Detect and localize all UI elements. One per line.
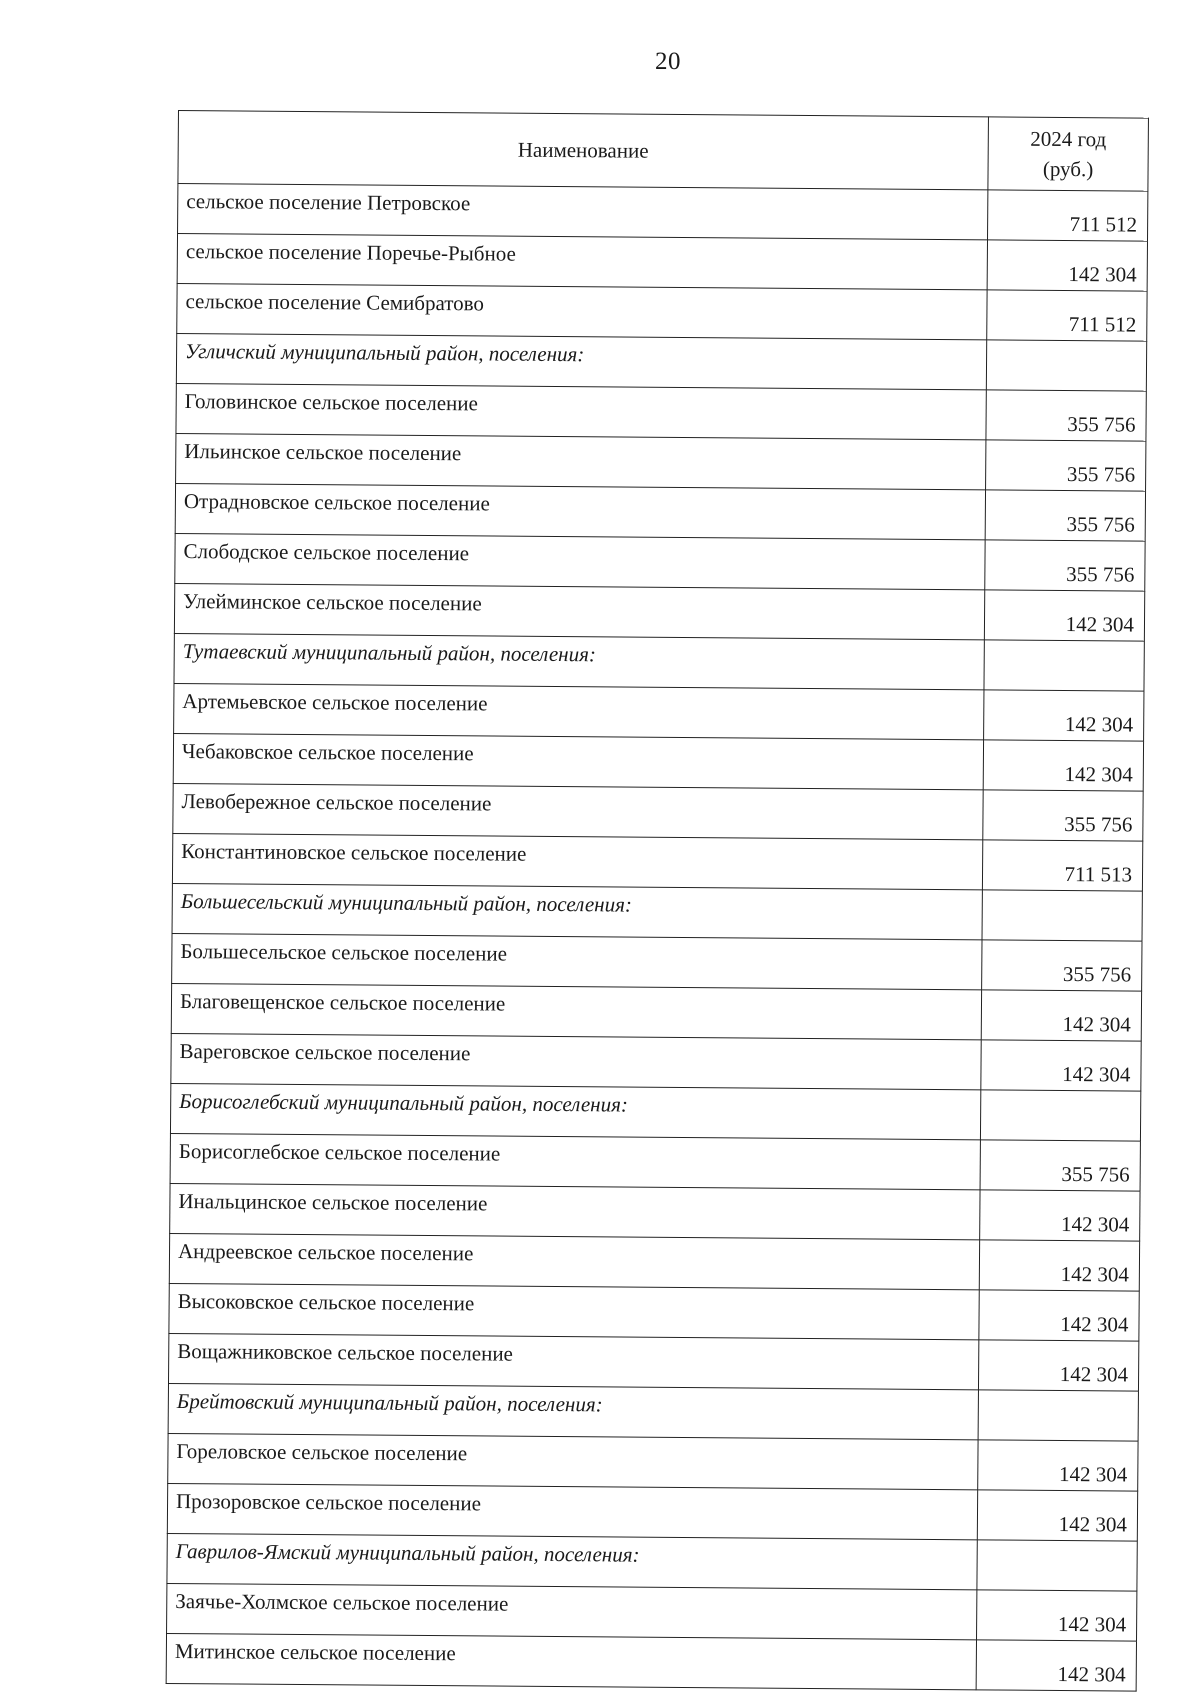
table-row <box>175 533 1145 591</box>
amount-cell: 355 756 <box>985 540 1145 591</box>
settlement-name-cell: Константиновское сельское поселение <box>172 833 982 889</box>
amount-cell: 711 512 <box>988 190 1148 241</box>
amount-cell <box>982 890 1142 941</box>
header-name: Наименование <box>178 111 989 190</box>
settlement-name-cell: Заячье-Холмское сельское поселение <box>167 1583 977 1639</box>
amount-cell: 355 756 <box>986 390 1146 441</box>
settlement-name-cell: Андреевское сельское поселение <box>169 1233 979 1289</box>
settlement-name-cell: Гореловское сельское поселение <box>168 1433 978 1489</box>
district-name-cell: Тутаевский муниципальный район, поселения: <box>174 633 984 689</box>
district-row <box>172 883 1142 941</box>
table-body <box>166 184 1148 1692</box>
district-name-cell: Брейтовский муниципальный район, поселения: <box>168 1383 978 1439</box>
amount-cell: 711 513 <box>982 840 1142 891</box>
amount-cell: 355 756 <box>985 490 1145 541</box>
amount-cell: 355 756 <box>982 940 1142 991</box>
amount-cell: 142 304 <box>981 1040 1141 1091</box>
amount-cell: 142 304 <box>984 690 1144 741</box>
table-row <box>176 433 1146 491</box>
table-row <box>177 283 1147 341</box>
amount-cell: 355 756 <box>986 440 1146 491</box>
settlement-name-cell: Инальцинское сельское поселение <box>170 1183 980 1239</box>
amount-cell: 142 304 <box>983 740 1143 791</box>
district-row <box>170 1083 1140 1141</box>
settlement-name-cell: Митинское сельское поселение <box>166 1633 976 1689</box>
amount-cell: 142 304 <box>984 590 1144 641</box>
amount-cell <box>978 1390 1138 1441</box>
table-row <box>167 1483 1137 1541</box>
page-number: 20 <box>655 48 681 75</box>
amount-cell <box>986 340 1146 391</box>
amount-cell: 142 304 <box>979 1290 1139 1341</box>
district-row <box>167 1533 1137 1591</box>
table-row <box>173 783 1143 841</box>
table-row <box>174 583 1144 641</box>
amount-cell: 142 304 <box>978 1440 1138 1491</box>
amount-cell: 142 304 <box>978 1340 1138 1391</box>
table-row <box>168 1433 1138 1491</box>
amount-cell: 142 304 <box>977 1490 1137 1541</box>
settlement-name-cell: Прозоровское сельское поселение <box>167 1483 977 1539</box>
table-row <box>173 733 1143 791</box>
settlement-name-cell: Отрадновское сельское поселение <box>175 483 985 539</box>
settlement-name-cell: Высоковское сельское поселение <box>169 1283 979 1339</box>
district-name-cell: Гаврилов-Ямский муниципальный район, поселения: <box>167 1533 977 1589</box>
header-value <box>988 117 1149 191</box>
table-row <box>172 933 1142 991</box>
table-row <box>171 1033 1141 1091</box>
amount-cell: 142 304 <box>981 990 1141 1041</box>
amount-cell: 355 756 <box>983 790 1143 841</box>
amount-cell: 142 304 <box>979 1240 1139 1291</box>
settlement-name-cell: Борисоглебское сельское поселение <box>170 1133 980 1189</box>
table-row <box>177 234 1147 292</box>
district-row <box>174 633 1144 691</box>
amount-cell <box>984 640 1144 691</box>
table-row <box>174 683 1144 741</box>
table-row <box>172 833 1142 891</box>
allocation-table <box>166 110 1149 1692</box>
amount-cell: 142 304 <box>980 1190 1140 1241</box>
settlement-name-cell: Вареговское сельское поселение <box>171 1033 981 1089</box>
amount-cell <box>977 1540 1137 1591</box>
table-row <box>167 1583 1137 1641</box>
table-row <box>175 483 1145 541</box>
table-row <box>168 1333 1138 1391</box>
settlement-name-cell: Головинское сельское поселение <box>176 383 986 439</box>
table-row <box>169 1283 1139 1341</box>
amount-cell: 142 304 <box>976 1640 1136 1691</box>
settlement-name-cell: сельское поселение Семибратово <box>177 283 987 339</box>
table-row <box>169 1233 1139 1291</box>
settlement-name-cell: Благовещенское сельское поселение <box>171 983 981 1039</box>
settlement-name-cell: Вощажниковское сельское поселение <box>168 1333 978 1389</box>
amount-cell: 355 756 <box>980 1140 1140 1191</box>
settlement-name-cell: Улейминское сельское поселение <box>174 583 984 639</box>
settlement-name-cell: Ильинское сельское поселение <box>176 433 986 489</box>
table-row <box>170 1183 1140 1241</box>
amount-cell: 711 512 <box>987 290 1147 341</box>
settlement-name-cell: Артемьевское сельское поселение <box>174 683 984 739</box>
amount-cell <box>980 1090 1140 1141</box>
header-value-line1: 2024 год <box>1030 126 1107 152</box>
district-name-cell: Угличский муниципальный район, поселения: <box>176 333 986 389</box>
table-row <box>166 1633 1136 1691</box>
district-name-cell: Большесельский муниципальный район, поселения: <box>172 883 982 939</box>
settlement-name-cell: Большесельское сельское поселение <box>172 933 982 989</box>
header-value-line2: (руб.) <box>1042 156 1094 182</box>
district-row <box>176 333 1146 391</box>
table-row <box>171 983 1141 1041</box>
table-row <box>176 383 1146 441</box>
settlement-name-cell: сельское поселение Петровское <box>178 184 988 240</box>
settlement-name-cell: Слободское сельское поселение <box>175 533 985 589</box>
table-row <box>178 184 1148 242</box>
amount-cell: 142 304 <box>987 240 1147 291</box>
table-header-row <box>178 111 1149 192</box>
table-row <box>170 1133 1140 1191</box>
settlement-name-cell: Левобережное сельское поселение <box>173 783 983 839</box>
settlement-name-cell: Чебаковское сельское поселение <box>173 733 983 789</box>
settlement-name-cell: сельское поселение Поречье-Рыбное <box>177 234 987 290</box>
amount-cell: 142 304 <box>977 1590 1137 1641</box>
district-name-cell: Борисоглебский муниципальный район, поселения: <box>170 1083 980 1139</box>
district-row <box>168 1383 1138 1441</box>
